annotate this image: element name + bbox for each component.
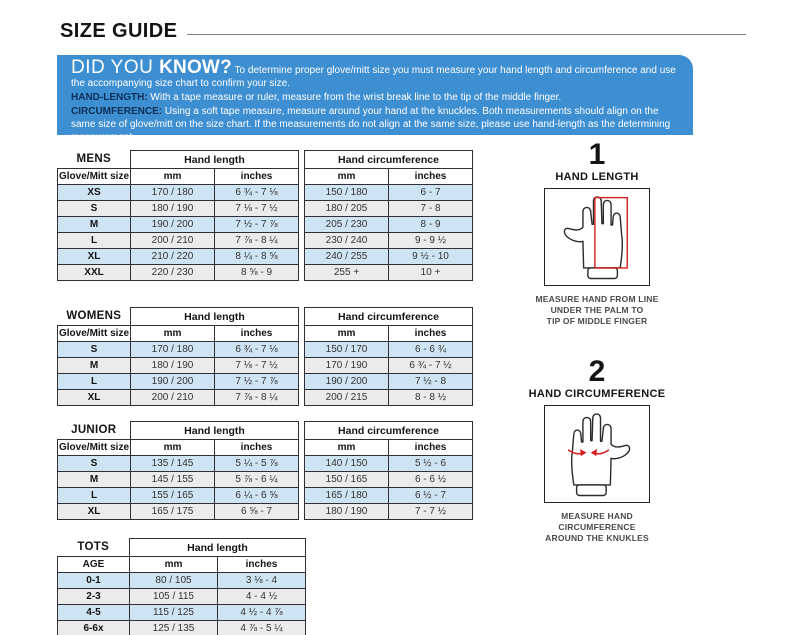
inches-value-cell: 6 ½ - 7 (389, 488, 473, 504)
mm-value-cell: 170 / 180 (131, 342, 215, 358)
size-label-cell: M (58, 358, 131, 374)
table-row (58, 358, 473, 374)
mm-value-cell: 135 / 145 (131, 456, 215, 472)
figure-title: HAND CIRCUMFERENCE (528, 388, 666, 400)
unit-header: inches (218, 557, 306, 573)
mm-value-cell: 105 / 115 (130, 589, 218, 605)
mm-value-cell: 180 / 205 (305, 201, 389, 217)
hand-length-note: HAND-LENGTH: With a tape measure or ruler, measure from the wrist break line to the tip of the middle finger. (71, 92, 562, 104)
table-row (58, 605, 306, 621)
group-header-row (58, 308, 473, 326)
figure-number: 2 (588, 355, 606, 388)
inches-value-cell: 8 - 8 ½ (389, 390, 473, 406)
sub-header-row (58, 169, 473, 185)
size-table-tots (57, 538, 306, 635)
inches-value-cell: 7 ½ - 8 (389, 374, 473, 390)
column-group-header: Hand circumference (305, 422, 473, 440)
mm-value-cell: 170 / 180 (131, 185, 215, 201)
inches-value-cell: 6 - 6 ½ (389, 472, 473, 488)
mm-value-cell: 180 / 190 (131, 358, 215, 374)
sub-header-row (58, 326, 473, 342)
figure-hand-circumference (527, 357, 667, 544)
inches-value-cell: 4 - 4 ½ (218, 589, 306, 605)
hand-length-illustration (544, 188, 650, 286)
inches-value-cell: 7 - 7 ½ (389, 504, 473, 520)
circumference-note: CIRCUMFERENCE: Using a soft tape measure, measure around your hand at the knuckles. Both measurements should align on the same size of glove/mitt on the size chart. If the measurements do not align at the same size, please use hand-length as the determining measurement. (71, 105, 671, 144)
inches-value-cell: 9 ½ - 10 (389, 249, 473, 265)
size-label-cell: 2-3 (58, 589, 130, 605)
hand-circumference-illustration (544, 405, 650, 503)
size-table-mens (57, 150, 473, 281)
mm-value-cell: 165 / 180 (305, 488, 389, 504)
size-label-cell: S (58, 456, 131, 472)
sub-header-row (58, 440, 473, 456)
mm-value-cell: 230 / 240 (305, 233, 389, 249)
table-row (58, 249, 473, 265)
table-section-label: TOTS (58, 539, 130, 557)
size-label-cell: 0-1 (58, 573, 130, 589)
banner-intro-text: To determine proper glove/mitt size you must measure your hand length and circumference and use the accompanying size chart to confirm your size. (71, 65, 676, 90)
inches-value-cell: 5 ¼ - 5 ⅞ (215, 456, 299, 472)
table-row (58, 265, 473, 281)
inches-value-cell: 8 - 9 (389, 217, 473, 233)
inches-value-cell: 6 - 6 ¾ (389, 342, 473, 358)
mm-value-cell: 255 + (305, 265, 389, 281)
size-label-cell: XL (58, 390, 131, 406)
size-column-header: Glove/Mitt size (58, 440, 131, 456)
group-header-row (58, 539, 306, 557)
size-column-header: Glove/Mitt size (58, 169, 131, 185)
table-section-label: JUNIOR (58, 422, 131, 440)
hand-length-label: HAND-LENGTH: (71, 92, 148, 104)
mm-value-cell: 200 / 215 (305, 390, 389, 406)
table-row (58, 390, 473, 406)
mm-value-cell: 180 / 190 (131, 201, 215, 217)
did-you-know-heading: DID YOU KNOW? (71, 57, 232, 78)
title-divider-line (187, 34, 746, 35)
inches-value-cell: 9 - 9 ½ (389, 233, 473, 249)
inches-value-cell: 3 ⅛ - 4 (218, 573, 306, 589)
table-row (58, 233, 473, 249)
table-section-label: MENS (58, 151, 131, 169)
figure-caption: MEASURE HAND CIRCUMFERENCE AROUND THE KNUKLES (545, 511, 649, 543)
inches-value-cell: 8 ⅝ - 9 (215, 265, 299, 281)
inches-value-cell: 6 ¾ - 7 ⅛ (215, 342, 299, 358)
unit-header: mm (131, 326, 215, 342)
column-group-header: Hand circumference (305, 308, 473, 326)
womens-table-slot (57, 307, 473, 406)
mm-value-cell: 80 / 105 (130, 573, 218, 589)
inches-value-cell: 7 ½ - 7 ⅞ (215, 374, 299, 390)
table-row (58, 456, 473, 472)
mm-value-cell: 220 / 230 (131, 265, 215, 281)
circumference-label: CIRCUMFERENCE: (71, 105, 163, 117)
mm-value-cell: 155 / 165 (131, 488, 215, 504)
size-label-cell: XL (58, 249, 131, 265)
unit-header: inches (215, 440, 299, 456)
size-label-cell: M (58, 217, 131, 233)
mm-value-cell: 200 / 210 (131, 390, 215, 406)
table-row (58, 504, 473, 520)
size-column-header: Glove/Mitt size (58, 326, 131, 342)
mm-value-cell: 190 / 200 (131, 217, 215, 233)
unit-header: mm (131, 440, 215, 456)
unit-header: inches (215, 326, 299, 342)
size-label-cell: S (58, 342, 131, 358)
mm-value-cell: 165 / 175 (131, 504, 215, 520)
table-row (58, 589, 306, 605)
inches-value-cell: 6 ⅝ - 7 (215, 504, 299, 520)
unit-header: inches (389, 326, 473, 342)
banner-intro (71, 57, 679, 90)
mm-value-cell: 150 / 165 (305, 472, 389, 488)
column-group-header: Hand length (131, 151, 299, 169)
size-label-cell: XXL (58, 265, 131, 281)
unit-header: mm (305, 169, 389, 185)
mm-value-cell: 190 / 200 (131, 374, 215, 390)
size-table-junior (57, 421, 473, 520)
group-header-row (58, 151, 473, 169)
inches-value-cell: 6 - 7 (389, 185, 473, 201)
column-group-header: Hand circumference (305, 151, 473, 169)
unit-header: inches (389, 169, 473, 185)
page-header (60, 20, 746, 43)
size-label-cell: M (58, 472, 131, 488)
column-group-header: Hand length (130, 539, 306, 557)
size-column-header: AGE (58, 557, 130, 573)
unit-header: inches (389, 440, 473, 456)
size-table-womens (57, 307, 473, 406)
figure-caption: MEASURE HAND FROM LINE UNDER THE PALM TO TIP OF MIDDLE FINGER (535, 294, 659, 326)
mm-value-cell: 125 / 135 (130, 621, 218, 635)
figure-number: 1 (588, 138, 606, 171)
mm-value-cell: 240 / 255 (305, 249, 389, 265)
column-group-header: Hand length (131, 422, 299, 440)
size-label-cell: XL (58, 504, 131, 520)
table-row (58, 472, 473, 488)
inches-value-cell: 6 ¾ - 7 ½ (389, 358, 473, 374)
hand-outline-icon (548, 192, 646, 282)
table-row (58, 573, 306, 589)
column-group-header: Hand length (131, 308, 299, 326)
page-title: SIZE GUIDE (60, 20, 178, 42)
inches-value-cell: 5 ⅞ - 6 ¼ (215, 472, 299, 488)
inches-value-cell: 7 ⅛ - 7 ½ (215, 358, 299, 374)
sub-header-row (58, 557, 306, 573)
inches-value-cell: 7 ⅞ - 8 ¼ (215, 390, 299, 406)
inches-value-cell: 7 ½ - 7 ⅞ (215, 217, 299, 233)
size-label-cell: S (58, 201, 131, 217)
hand-outline-mirrored-icon (548, 409, 646, 499)
mm-value-cell: 210 / 220 (131, 249, 215, 265)
mens-table-slot (57, 150, 473, 281)
mm-value-cell: 140 / 150 (305, 456, 389, 472)
inches-value-cell: 4 ½ - 4 ⅞ (218, 605, 306, 621)
inches-value-cell: 10 + (389, 265, 473, 281)
inches-value-cell: 7 - 8 (389, 201, 473, 217)
size-label-cell: L (58, 374, 131, 390)
table-row (58, 342, 473, 358)
inches-value-cell: 6 ¾ - 7 ⅛ (215, 185, 299, 201)
mm-value-cell: 150 / 170 (305, 342, 389, 358)
table-row (58, 374, 473, 390)
table-section-label: WOMENS (58, 308, 131, 326)
mm-value-cell: 190 / 200 (305, 374, 389, 390)
inches-value-cell: 8 ¼ - 8 ⅝ (215, 249, 299, 265)
size-label-cell: L (58, 233, 131, 249)
inches-value-cell: 5 ½ - 6 (389, 456, 473, 472)
mm-value-cell: 150 / 180 (305, 185, 389, 201)
group-header-row (58, 422, 473, 440)
inches-value-cell: 4 ⅞ - 5 ¼ (218, 621, 306, 635)
table-row (58, 185, 473, 201)
size-tables-column (57, 150, 473, 635)
size-label-cell: 4-5 (58, 605, 130, 621)
size-label-cell: L (58, 488, 131, 504)
did-you-know-banner (57, 55, 693, 144)
unit-header: mm (130, 557, 218, 573)
measurement-figures (527, 140, 667, 544)
mm-value-cell: 170 / 190 (305, 358, 389, 374)
size-label-cell: 6-6x (58, 621, 130, 635)
figure-title: HAND LENGTH (555, 171, 639, 183)
mm-value-cell: 115 / 125 (130, 605, 218, 621)
table-row (58, 217, 473, 233)
inches-value-cell: 6 ¼ - 6 ⅝ (215, 488, 299, 504)
mm-value-cell: 200 / 210 (131, 233, 215, 249)
inches-value-cell: 7 ⅛ - 7 ½ (215, 201, 299, 217)
junior-table-slot (57, 421, 473, 520)
mm-value-cell: 205 / 230 (305, 217, 389, 233)
table-row (58, 201, 473, 217)
unit-header: mm (305, 440, 389, 456)
mm-value-cell: 180 / 190 (305, 504, 389, 520)
table-row (58, 488, 473, 504)
size-label-cell: XS (58, 185, 131, 201)
figure-hand-length (527, 140, 667, 327)
inches-value-cell: 7 ⅞ - 8 ¼ (215, 233, 299, 249)
unit-header: mm (131, 169, 215, 185)
mm-value-cell: 145 / 155 (131, 472, 215, 488)
tots-table-slot (57, 538, 473, 635)
unit-header: inches (215, 169, 299, 185)
table-row (58, 621, 306, 635)
unit-header: mm (305, 326, 389, 342)
